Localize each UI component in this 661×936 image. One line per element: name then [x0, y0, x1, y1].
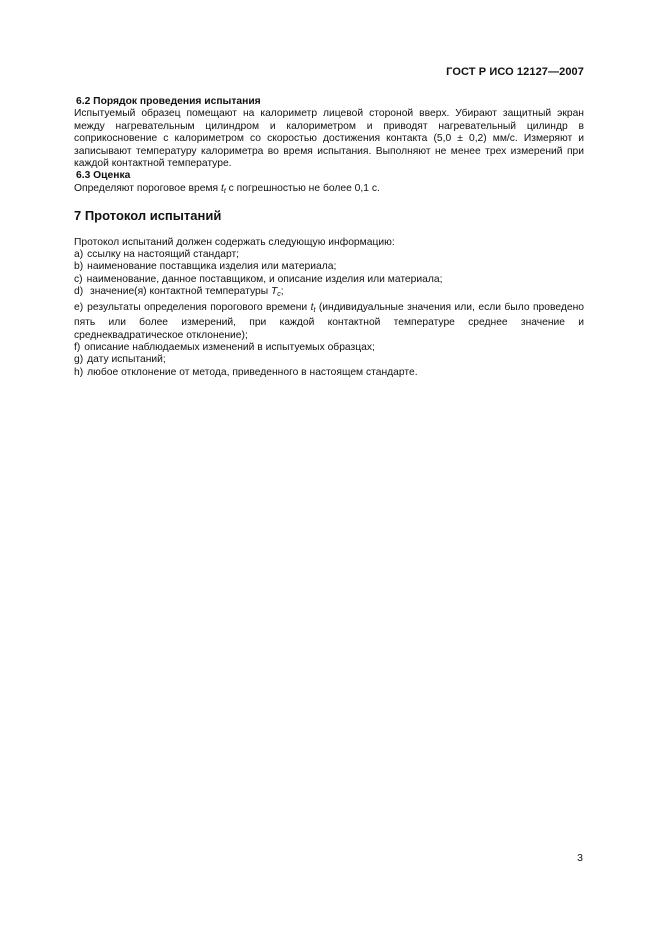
- section-6-3-heading: 6.3 Оценка: [76, 170, 131, 182]
- section-7-heading: 7 Протокол испытаний: [74, 208, 222, 224]
- standard-designation: ГОСТ Р ИСО 12127—2007: [446, 66, 584, 78]
- list-item-f: f) описание наблюдаемых изменений в испытуемых образцах;: [74, 341, 375, 353]
- list-item-b: b) наименование поставщика изделия или материала;: [74, 261, 337, 273]
- list-item-a: a) ссылку на настоящий стандарт;: [74, 249, 240, 261]
- s63-text-before: Определяют пороговое время: [74, 182, 221, 194]
- page-content: [74, 96, 584, 379]
- section-6-2-text: Испытуемый образец помещают на калориметр лицевой стороной вверх. Убирают защитный экран между нагревательным цилиндром и калориметром и приводят нагревательный цилиндр в соприкосновение с калориметром со скоростью достижения контакта (5,0 ± 0,2) мм/с. Измеряют и записывают температуру калориметра во время испытания. Выполняют не менее трех измерений при каждой контактной температуре.: [74, 108, 584, 170]
- list-item-g: g) дату испытаний;: [74, 354, 166, 366]
- list-item-d: d) значение(я) контактной температуры $T_c$;: [74, 286, 284, 299]
- s63-symbol-sub: t: [223, 187, 226, 195]
- s63-text-after: с погрешностью не более 0,1 с.: [225, 182, 380, 194]
- page-number: 3: [577, 852, 583, 864]
- section-7-intro: Протокол испытаний должен содержать следующую информацию:: [74, 236, 395, 248]
- list-item-c: c) наименование, данное поставщиком, и описание изделия или материала;: [74, 273, 443, 285]
- list-item-e: e) результаты определения порогового времени $t_t$ (индивидуальные значения или, если было проведено пять или более измерений, при каждой контактной температуре среднее значение и среднеквадратическое отклонение);: [74, 301, 585, 341]
- s63-symbol-t: t: [220, 182, 224, 194]
- section-6-3-text: [74, 183, 584, 198]
- section-6-2-heading: 6.2 Порядок проведения испытания: [76, 96, 261, 107]
- list-item-h: h) любое отклонение от метода, приведенного в настоящем стандарте.: [74, 366, 418, 378]
